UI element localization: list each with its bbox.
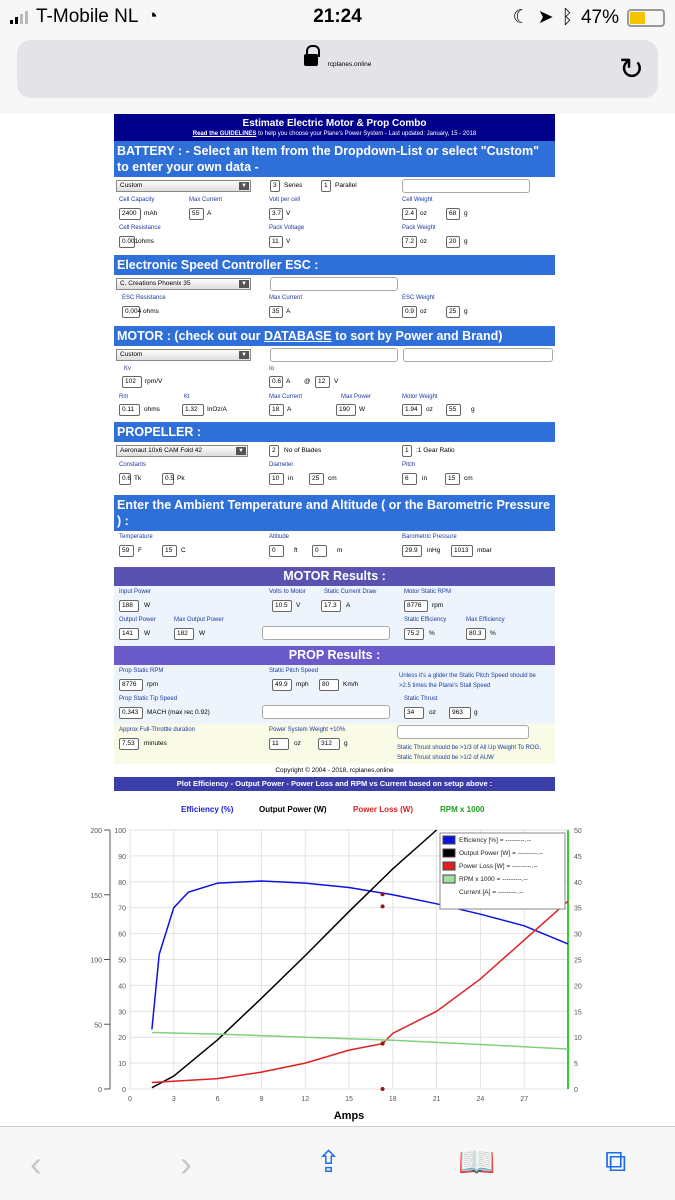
y-tick-label: 80	[118, 879, 126, 887]
series-label: Series	[284, 182, 303, 189]
max-current-label: Max Current	[189, 197, 223, 203]
clock: 21:24	[313, 6, 362, 27]
unit: ohms	[138, 238, 154, 245]
pressure-inhg-field[interactable]: 29.9	[402, 545, 422, 557]
legend-output-power: Output Power (W)	[259, 805, 327, 814]
unit: cm	[328, 475, 337, 482]
copyright: Copyright © 2004 - 2018, rcplanes.online	[275, 767, 394, 774]
volt-per-cell-label: Volt per cell	[269, 197, 301, 203]
altitude-label: Altitude	[269, 534, 290, 540]
diameter-in-field[interactable]: 10	[269, 473, 284, 485]
url: rcplanes.online	[327, 61, 372, 68]
y-right-tick-label: 40	[574, 879, 582, 887]
rm-label: Rm	[119, 394, 129, 400]
motor-select[interactable]: Custom ▼	[116, 349, 251, 361]
y-right-tick-label: 15	[574, 1009, 582, 1017]
static-current-label: Static Current Draw	[324, 589, 377, 595]
y-right-tick-label: 0	[574, 1087, 578, 1094]
pack-weight-oz-field: 7.2	[402, 236, 417, 248]
gear-ratio-label: :1 Gear Ratio	[416, 447, 455, 454]
legend-swatch	[443, 862, 455, 870]
y-outer-tick-label: 150	[90, 892, 102, 900]
battery-select[interactable]: Custom ▼	[116, 180, 251, 192]
unit: oz	[420, 210, 427, 217]
unit: V	[334, 378, 339, 385]
output-power-label: Output Power	[119, 617, 156, 623]
legend-swatch	[443, 849, 455, 857]
unit: mph	[296, 681, 309, 688]
prop-results-heading: PROP Results :	[114, 646, 555, 665]
unit: in	[422, 475, 428, 482]
diameter-cm-field[interactable]: 25	[309, 473, 324, 485]
barometric-label: Barometric Pressure	[402, 534, 457, 540]
unit: W	[359, 406, 366, 413]
y-right-tick-label: 50	[574, 828, 582, 835]
output-power-value: 141	[119, 628, 139, 640]
unit: rpm	[432, 602, 444, 609]
legend-entry: RPM x 1000 = ---------.--	[459, 876, 528, 883]
forward-icon[interactable]: ›	[180, 1143, 192, 1184]
unit: W	[144, 630, 151, 637]
series-field[interactable]: 3	[270, 180, 280, 192]
unit: MACH (max rec 0.92)	[147, 709, 210, 716]
unit: inHg	[427, 547, 441, 554]
pack-weight-g-field: 20	[446, 236, 460, 248]
bookmarks-icon[interactable]: 📖	[458, 1146, 496, 1179]
unit: rpm	[147, 681, 159, 688]
unit: in	[288, 475, 294, 482]
kv-field[interactable]: 102	[122, 376, 142, 388]
system-weight-label: Power System Weight +10%	[269, 727, 346, 733]
wifi-icon: ◔	[146, 6, 158, 27]
marker-point	[381, 904, 385, 908]
x-tick-label: 18	[388, 1096, 397, 1103]
unit: m	[337, 547, 343, 554]
pitch-speed-kmh-value: 80	[319, 679, 339, 691]
unit: oz	[429, 709, 436, 716]
volt-per-cell-field[interactable]: 3.7	[269, 208, 283, 220]
unit: g	[474, 709, 478, 716]
location-icon: ➤	[537, 7, 554, 28]
y-right-tick-label: 20	[574, 983, 582, 991]
prop-rpm-value: 8776	[119, 679, 143, 691]
max-eff-value: 80.3	[466, 628, 486, 640]
gear-ratio-field[interactable]: 1	[402, 445, 412, 457]
prop-results-section	[114, 665, 555, 724]
back-icon[interactable]: ‹	[30, 1143, 42, 1184]
pitch-in-field[interactable]: 6	[402, 473, 417, 485]
volts-to-motor-label: Volts to Motor	[269, 589, 306, 595]
propeller-select[interactable]: Aeronaut 10x6 CAM Fold 42 ▼	[116, 445, 248, 457]
unit: V	[286, 238, 291, 245]
motor-rpm-value: 8776	[404, 600, 428, 612]
kt-field: 1.32	[182, 404, 204, 416]
cell-capacity-label: Cell Capacity	[119, 197, 155, 203]
max-output-value: 182	[174, 628, 194, 640]
motor-weight-g-field[interactable]: 55	[446, 404, 461, 416]
motor-section	[114, 346, 555, 422]
x-tick-label: 3	[171, 1096, 176, 1103]
max-output-label: Max Output Power	[174, 617, 224, 623]
motor-heading: MOTOR : (check out our DATABASE to sort by Power and Brand)	[114, 326, 555, 346]
motor-rpm-label: Motor Static RPM	[404, 589, 452, 595]
x-tick-label: 9	[259, 1096, 264, 1103]
static-eff-value: 75.2	[404, 628, 424, 640]
motor-results-section	[114, 586, 555, 646]
y-outer-tick-label: 100	[90, 957, 102, 965]
unit: oz	[420, 238, 427, 245]
x-tick-label: 27	[520, 1096, 529, 1103]
y-right-tick-label: 25	[574, 957, 582, 965]
carrier: T-Mobile NL	[36, 6, 139, 27]
y-outer-tick-label: 200	[90, 828, 102, 835]
input-power-value: 188	[119, 600, 139, 612]
pitch-cm-field[interactable]: 15	[445, 473, 460, 485]
ambient-section	[114, 531, 555, 567]
unit: g	[464, 308, 468, 315]
unit: g	[464, 210, 468, 217]
temperature-label: Temperature	[119, 534, 153, 540]
y-tick-label: 10	[118, 1061, 126, 1069]
temperature-f-field[interactable]: 59	[119, 545, 134, 557]
unit: cm	[464, 475, 473, 482]
legend-box	[440, 833, 565, 909]
cell-weight-g-field[interactable]: 68	[446, 208, 460, 220]
marker-point	[381, 1087, 385, 1091]
x-tick-label: 24	[476, 1096, 485, 1103]
esc-max-current-field[interactable]: 35	[269, 306, 283, 318]
legend-entry: Efficiency [%] = ---------.--	[459, 837, 531, 844]
blades-field[interactable]: 2	[269, 445, 279, 457]
esc-section	[114, 275, 555, 326]
unit: A	[287, 406, 292, 413]
unit: ft	[294, 547, 298, 554]
unit: Pk	[177, 475, 185, 482]
chevron-down-icon: ▼	[239, 280, 249, 288]
unit: g	[464, 238, 468, 245]
unit: Tk	[134, 475, 142, 482]
pitch-speed-note: Unless it's a glider the Static Pitch Speed should be >2.5 times the Plane's Stall Speed	[399, 673, 536, 689]
marker-point	[381, 892, 385, 896]
unit: A	[207, 210, 212, 217]
y-outer-tick-label: 0	[98, 1087, 102, 1094]
io-field[interactable]: 0.6	[269, 376, 283, 388]
io-label: Io	[269, 366, 275, 372]
legend-efficiency: Efficiency (%)	[181, 805, 234, 814]
diameter-label: Diameter	[269, 462, 294, 468]
unit: minutes	[144, 740, 167, 747]
system-weight-oz-value: 11	[269, 738, 289, 750]
static-current-value: 17.3	[321, 600, 341, 612]
legend-rpm: RPM x 1000	[440, 805, 485, 814]
page-title: Estimate Electric Motor & Prop Combo	[242, 118, 427, 129]
legend-swatch	[443, 836, 455, 844]
ambient-heading: Enter the Ambient Temperature and Altitude ( or the Barometric Pressure ) :	[114, 495, 555, 531]
temperature-c-field[interactable]: 15	[162, 545, 177, 557]
altitude-ft-field[interactable]: 0	[269, 545, 284, 557]
kt-label: Kt	[184, 394, 190, 400]
motor-custom-brand[interactable]	[270, 348, 398, 362]
y-tick-label: 0	[122, 1087, 126, 1094]
unit: %	[490, 630, 496, 637]
input-power-label: Input Power	[119, 589, 152, 595]
duration-section	[114, 724, 555, 764]
reload-icon[interactable]: ↻	[618, 53, 644, 86]
plot-heading: Plot Efficiency - Output Power - Power Loss and RPM vs Current based on setup above :	[114, 777, 555, 791]
parallel-field[interactable]: 1	[321, 180, 331, 192]
unit: C	[181, 547, 186, 554]
performance-chart[interactable]	[80, 820, 600, 1125]
esc-weight-oz-field[interactable]: 0.9	[402, 306, 417, 318]
x-tick-label: 6	[215, 1096, 220, 1103]
legend-swatch	[443, 875, 455, 883]
esc-custom-name[interactable]	[270, 277, 398, 291]
x-tick-label: 12	[301, 1096, 310, 1103]
static-thrust-oz-value: 34	[404, 707, 424, 719]
address-bar[interactable]	[17, 40, 658, 98]
tip-speed-label: Prop Static Tip Speed	[119, 696, 178, 702]
y-tick-label: 90	[118, 853, 126, 861]
y-right-tick-label: 45	[574, 853, 582, 861]
unit: A	[346, 602, 351, 609]
unit: A	[286, 378, 291, 385]
pack-weight-label: Pack Weight	[402, 225, 436, 231]
unit: mAh	[144, 210, 158, 217]
unit: W	[144, 602, 151, 609]
motor-custom-model[interactable]	[403, 348, 553, 362]
cell-resistance-label: Cell Resistance	[119, 225, 161, 231]
page-header	[114, 114, 555, 141]
motor-weight-label: Motor Weight	[402, 394, 438, 400]
motor-weight-oz-field[interactable]: 1.94	[402, 404, 422, 416]
y-tick-label: 100	[114, 828, 126, 835]
motor-max-current-label: Max Current	[269, 394, 303, 400]
tabs-icon[interactable]: ⧉	[605, 1145, 627, 1178]
battery-custom-name[interactable]	[402, 179, 530, 193]
pack-voltage-field: 11	[269, 236, 283, 248]
cell-weight-oz-field[interactable]: 2.4	[402, 208, 417, 220]
altitude-m-field[interactable]: 0	[312, 545, 327, 557]
tk-field[interactable]: 0.6	[119, 473, 131, 485]
chevron-down-icon: ▼	[239, 182, 249, 190]
unit: ohms	[144, 406, 160, 413]
battery-section	[114, 177, 555, 255]
y-tick-label: 30	[118, 1009, 126, 1017]
legend-entry: Output Power [W] = ---------.--	[459, 850, 544, 857]
max-current-field[interactable]: 55	[189, 208, 204, 220]
pitch-speed-mph-value: 49.9	[272, 679, 292, 691]
battery-percent: 47%	[580, 6, 619, 28]
motor-results-message	[262, 626, 390, 640]
static-thrust-g-value: 963	[449, 707, 471, 719]
chevron-down-icon: ▼	[236, 447, 246, 455]
volts-to-motor-value: 10.5	[272, 600, 292, 612]
motor-max-current-field[interactable]: 18	[269, 404, 284, 416]
unit: oz	[294, 740, 301, 747]
unit: %	[429, 630, 435, 637]
guidelines-link[interactable]: Read the GUIDELINES	[192, 131, 257, 137]
blades-label: No of Blades	[284, 447, 322, 454]
unit: mbar	[477, 547, 492, 554]
y-tick-label: 70	[118, 905, 126, 913]
kv-label: Kv	[124, 366, 132, 372]
esc-weight-g-field[interactable]: 25	[446, 306, 460, 318]
static-eff-label: Static Efficiency	[404, 617, 447, 623]
io-voltage-field[interactable]: 12	[315, 376, 330, 388]
unit: g	[471, 406, 475, 413]
esc-heading: Electronic Speed Controller ESC :	[114, 255, 555, 275]
battery-heading: BATTERY : - Select an Item from the Dropdown-List or select "Custom" to enter your own data -	[114, 141, 555, 177]
y-right-tick-label: 35	[574, 905, 582, 913]
x-tick-label: 21	[432, 1096, 441, 1103]
unit: W	[199, 630, 206, 637]
thrust-message	[397, 725, 529, 739]
thrust-note: Static Thrust should be >1/3 of All Up Weight To ROG, Static Thrust should be >1/2 of AUW	[397, 745, 541, 761]
unit: rpm/V	[145, 378, 163, 385]
y-tick-label: 60	[118, 931, 126, 939]
unit: Km/h	[343, 681, 359, 688]
system-weight-g-value: 312	[318, 738, 340, 750]
unit: V	[286, 210, 291, 217]
unit: oz	[426, 406, 433, 413]
x-tick-label: 15	[345, 1096, 353, 1103]
max-power-label: Max Power	[341, 394, 372, 400]
battery-icon	[627, 9, 665, 27]
prop-rpm-label: Prop Static RPM	[119, 668, 164, 674]
y-right-tick-label: 5	[574, 1061, 578, 1069]
propeller-heading: PROPELLER :	[114, 422, 555, 442]
tip-speed-value: 0.343	[119, 707, 143, 719]
esc-resistance-label: ESC Resistance	[122, 295, 166, 301]
unit: A	[286, 308, 291, 315]
unit: g	[344, 740, 348, 747]
x-tick-label: 0	[128, 1096, 132, 1103]
parallel-label: Parallel	[335, 182, 357, 189]
x-axis-label: Amps	[333, 1110, 365, 1122]
marker-point	[381, 1041, 385, 1045]
rm-field[interactable]: 0.11	[119, 404, 140, 416]
legend-entry: Power Loss [W] = ---------.--	[459, 863, 538, 870]
y-right-tick-label: 30	[574, 931, 582, 939]
propeller-section	[114, 442, 555, 495]
motor-results-heading: MOTOR Results :	[114, 567, 555, 586]
chevron-down-icon: ▼	[239, 351, 249, 359]
legend-power-loss: Power Loss (W)	[353, 805, 414, 814]
unit: InOz/A	[207, 406, 227, 413]
prop-results-message	[262, 705, 390, 719]
max-eff-label: Max Efficiency	[466, 617, 505, 623]
y-tick-label: 50	[118, 957, 126, 965]
duration-value: 7.53	[119, 738, 139, 750]
pack-voltage-label: Pack Voltage	[269, 225, 305, 231]
unit: V	[296, 602, 301, 609]
y-outer-tick-label: 50	[94, 1022, 102, 1030]
lock-icon	[304, 54, 318, 66]
static-thrust-label: Static Thrust	[404, 696, 438, 702]
pk-field[interactable]: 0.5	[162, 473, 174, 485]
max-power-field[interactable]: 190	[336, 404, 356, 416]
browser-toolbar	[0, 1126, 675, 1200]
y-tick-label: 20	[118, 1035, 126, 1043]
cell-capacity-field[interactable]: 2400	[119, 208, 141, 220]
pressure-mbar-field[interactable]: 1013	[451, 545, 473, 557]
bluetooth-icon: ᛒ	[561, 6, 573, 28]
pitch-label: Pitch	[402, 462, 416, 468]
address-bar-area	[0, 34, 675, 114]
cell-resistance-field[interactable]: 0.001	[119, 236, 135, 248]
header-subtitle: to help you choose your Plane's Power System - Last updated: January, 15 - 2018	[256, 131, 477, 137]
duration-label: Approx Full-Throttle duration	[119, 727, 196, 733]
unit: oz	[420, 308, 427, 315]
share-icon[interactable]: ⇪	[316, 1146, 342, 1179]
y-right-tick-label: 10	[574, 1035, 582, 1043]
pitch-speed-label: Static Pitch Speed	[269, 668, 319, 674]
esc-max-current-label: Max Current	[269, 295, 303, 301]
database-link[interactable]: DATABASE	[264, 329, 332, 343]
at-sign: @	[304, 378, 311, 385]
status-bar	[0, 0, 675, 34]
unit: ohms	[143, 308, 159, 315]
legend-entry: Current [A] = ---------.--	[459, 889, 524, 896]
esc-resistance-field[interactable]: 0.004	[122, 306, 140, 318]
unit: F	[138, 547, 142, 554]
constants-label: Constants	[119, 462, 147, 468]
esc-select[interactable]: C. Creations Phoenix 35 ▼	[116, 278, 251, 290]
esc-weight-label: ESC Weight	[402, 295, 435, 301]
y-tick-label: 40	[118, 983, 126, 991]
cell-weight-label: Cell Weight	[402, 197, 433, 203]
moon-icon: ☾	[512, 7, 530, 28]
